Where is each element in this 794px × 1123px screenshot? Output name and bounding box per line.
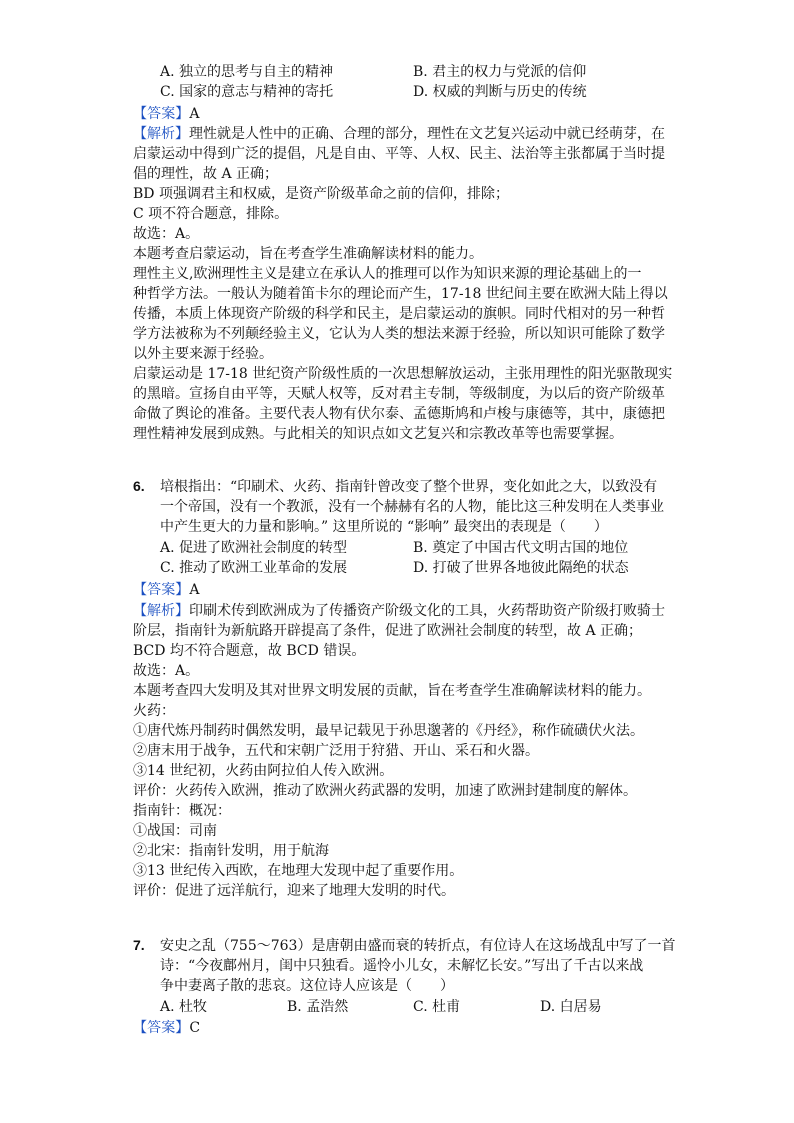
q5-analysis-line: 种哲学方法。一般认为随着笛卡尔的理论而产生，17-18 世纪间主要在欧洲大陆上得以 (133, 286, 668, 302)
q5-analysis-line: 理性主义,欧洲理性主义是建立在承认人的推理可以作为知识来源的理论基础上的一 (133, 266, 642, 282)
q6-option-a: A. 促进了欧洲社会制度的转型 (160, 540, 348, 556)
q5-option-a: A. 独立的思考与自主的精神 (160, 64, 334, 80)
q6-analysis-line: 指南针：概况： (133, 803, 231, 819)
q5-analysis-line: 学方法被称为不列颠经验主义，它认为人类的想法来源于经验，所以知识可能除了数学 (133, 326, 665, 342)
q7-answer-value: C (189, 1020, 201, 1036)
q6-analysis-line: BCD 均不符合题意，故 BCD 错误。 (133, 643, 366, 659)
analysis-tag: 【解析】 (133, 126, 189, 142)
q5-analysis-line: 传播，本质上体现资产阶级的科学和民主，是启蒙运动的旗帜。同时代相对的另一种哲 (133, 306, 665, 322)
q7-stem-line: 争中妻离子散的悲哀。这位诗人应该是（ ） (160, 978, 454, 994)
q5-analysis-line: C 项不符合题意，排除。 (133, 206, 289, 222)
q6-analysis-line: 本题考查四大发明及其对世界文明发展的贡献，旨在考查学生准确解读材料的能力。 (133, 683, 651, 699)
q7-option-b: B. 孟浩然 (287, 999, 349, 1015)
q5-analysis-line: 本题考查启蒙运动，旨在考查学生准确解读材料的能力。 (133, 246, 483, 262)
answer-tag: 【答案】 (133, 106, 190, 122)
q7-stem-line: 诗：“今夜鄜州月，闺中只独看。遥怜小儿女，未解忆长安。”写出了千古以来战 (160, 958, 644, 974)
q6-analysis-line: 印刷术传到欧洲成为了传播资产阶级文化的工具，火药帮助资产阶级打败骑士 (189, 603, 665, 619)
q7-option-c: C. 杜甫 (413, 999, 461, 1015)
q6-answer-value: A (189, 582, 200, 598)
q6-option-c: C. 推动了欧洲工业革命的发展 (160, 560, 348, 576)
q5-analysis-line: 倡的理性，故 A 正确； (133, 166, 279, 182)
q6-stem-line: 一个帝国，没有一个教派，没有一个赫赫有名的人物，能比这三种发明在人类事业 (160, 499, 664, 515)
q5-answer-value: A (189, 106, 200, 122)
q5-analysis-line: 理性精神发展到成熟。与此相关的知识点如文艺复兴和宗教改革等也需要掌握。 (133, 426, 623, 442)
q7-option-a: A. 杜牧 (160, 999, 208, 1015)
q5-option-c: C. 国家的意志与精神的寄托 (160, 84, 334, 100)
q5-analysis-line: BD 项强调君主和权威，是资产阶级革命之前的信仰，排除； (133, 186, 509, 202)
answer-tag: 【答案】 (133, 1020, 190, 1036)
q7-answer (133, 1018, 682, 1038)
analysis-tag: 【解析】 (133, 603, 189, 619)
q5-analysis (133, 124, 673, 444)
q5-option-d: D. 权威的判断与历史的传统 (413, 84, 587, 100)
q6-number: 6. (133, 478, 145, 494)
q6-option-b: B. 奠定了中国古代文明古国的地位 (413, 540, 629, 556)
q6-analysis (133, 601, 663, 901)
q6-analysis-line: ③14 世纪初，火药由阿拉伯人传入欧洲。 (133, 763, 394, 779)
q6-analysis-line: ①战国：司南 (133, 823, 217, 839)
q6-analysis-line: 评价：火药传入欧洲，推动了欧洲火药武器的发明，加速了欧洲封建制度的解体。 (133, 783, 637, 799)
q6-analysis-line: 阶层，指南针为新航路开辟提高了条件，促进了欧洲社会制度的转型，故 A 正确； (133, 623, 643, 639)
q6-analysis-line: 故选：A。 (133, 663, 200, 679)
q5-option-b: B. 君主的权力与党派的信仰 (413, 64, 587, 80)
q6-analysis-line: ②唐末用于战争，五代和宋朝广泛用于狩猎、开山、采石和火器。 (133, 743, 539, 759)
q5-analysis-line: 命做了舆论的准备。主要代表人物有伏尔泰、孟德斯鸠和卢梭与康德等，其中，康德把 (133, 406, 665, 422)
q5-analysis-line: 的黑暗。宣扬自由平等，天赋人权等，反对君主专制，等级制度，为以后的资产阶级革 (133, 386, 665, 402)
q6-stem-line: 培根指出：“印刷术、火药、指南针曾改变了整个世界，变化如此之大，以致没有 (160, 479, 658, 495)
q5-analysis-line: 故选：A。 (133, 226, 200, 242)
q5-analysis-line: 启蒙运动中得到广泛的提倡，凡是自由、平等、人权、民主、法治等主张都属于当时提 (133, 146, 665, 162)
q5-answer (133, 104, 682, 124)
q7-option-d: D. 白居易 (540, 999, 602, 1015)
q6-answer (133, 580, 682, 600)
q6-option-d: D. 打破了世界各地彼此隔绝的状态 (413, 560, 629, 576)
answer-tag: 【答案】 (133, 582, 190, 598)
q6-analysis-line: ②北宋：指南针发明，用于航海 (133, 843, 329, 859)
q7-stem-line: 安史之乱（755～763）是唐朝由盛而衰的转折点，有位诗人在这场战乱中写了一首 (160, 938, 676, 954)
q6-analysis-line: 评价：促进了远洋航行，迎来了地理大发明的时代。 (133, 883, 455, 899)
q6-analysis-line: ①唐代炼丹制药时偶然发明，最早记载见于孙思邈著的《丹经》，称作硫磺伏火法。 (133, 723, 644, 739)
q5-analysis-line: 启蒙运动是 17-18 世纪资产阶级性质的一次思想解放运动，主张用理性的阳光驱散现实 (133, 366, 673, 382)
q7-number: 7. (133, 937, 145, 953)
q6-analysis-line: 火药： (133, 703, 175, 719)
q6-analysis-line: ③13 世纪传入西欧，在地理大发现中起了重要作用。 (133, 863, 464, 879)
q7-stem (160, 936, 676, 996)
q5-analysis-line: 以外主要来源于经验。 (133, 346, 273, 362)
q5-analysis-line: 理性就是人性中的正确、合理的部分，理性在文艺复兴运动中就已经萌芽，在 (189, 126, 665, 142)
q6-stem (160, 477, 664, 537)
q6-stem-line: 中产生更大的力量和影响。” 这里所说的 “影响” 最突出的表现是（ ） (160, 519, 608, 535)
